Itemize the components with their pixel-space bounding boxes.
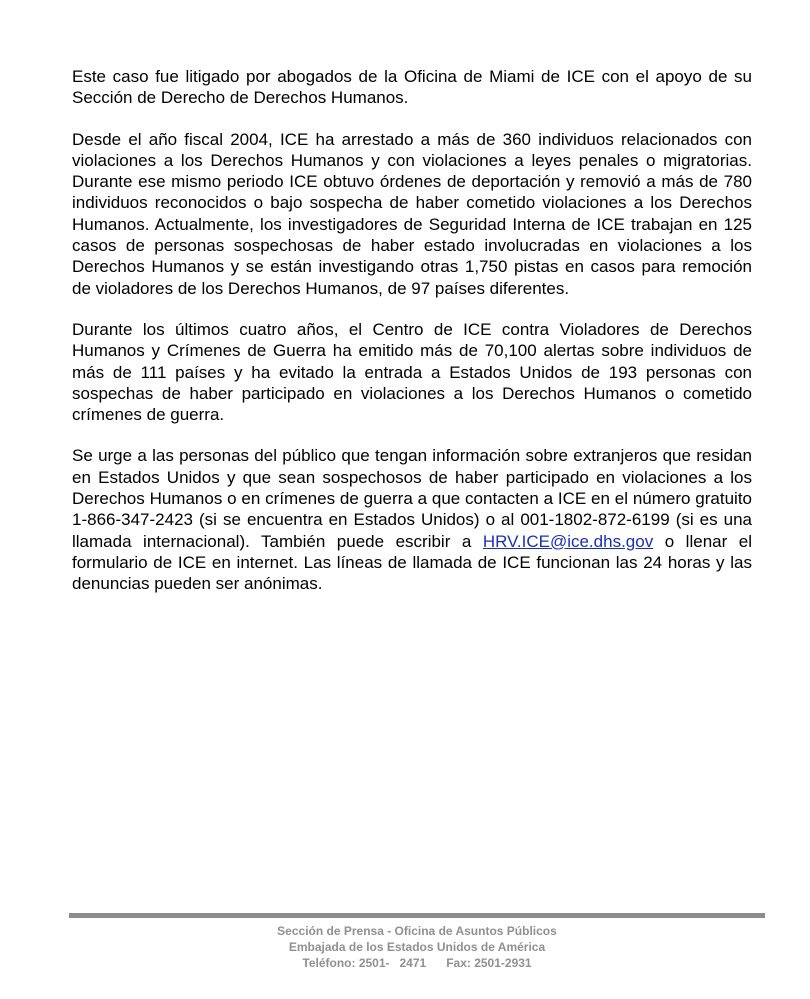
footer-phone-fax: Teléfono: 2501- 2471 Fax: 2501-2931 — [302, 956, 532, 970]
paragraph-center-alerts: Durante los últimos cuatro años, el Centro de ICE contra Violadores de Derechos Humanos y Crímenes de Guerra ha emitido más de 70,100 alertas sobre individuos de más de 111 países y ha evitado la entrada a Estados Unidos de 193 personas con sospechas de haber participado en violaciones a los Derechos Humanos o cometido crímenes de guerra. — [72, 319, 752, 425]
page-footer — [69, 913, 765, 971]
paragraph-contact-info — [72, 445, 752, 594]
paragraph-case-litigation: Este caso fue litigado por abogados de la Oficina de Miami de ICE con el apoyo de su Sección de Derecho de Derechos Humanos. — [72, 67, 752, 108]
contact-text-after-link: o llenar el formulario de ICE en internet. Las líneas de llamada de ICE funcionan las 24 horas y las denuncias pueden ser anónimas. — [72, 531, 753, 594]
footer-divider — [69, 913, 765, 918]
contact-text-before-link: Se urge a las personas del público que tengan información sobre extranjeros que residan en Estados Unidos y que sean sospechosos de haber participado en violaciones a los Derechos Humanos o en crímenes de guerra a que contacten a ICE en el número gratuito 1-866-347-2423 (si se encuentra en Estados Unidos) o al 001-1802-872-6199 (si es una llamada internacional). También puede escribir a — [72, 446, 752, 551]
paragraph-arrests-statistics: Desde el año fiscal 2004, ICE ha arrestado a más de 360 individuos relacionados con violaciones a los Derechos Humanos y con violaciones a leyes penales o migratorias. Durante ese mismo periodo ICE obtuvo órdenes de deportación y removió a más de 780 individuos reconocidos o bajo sospecha de haber cometido violaciones a los Derechos Humanos. Actualmente, los investigadores de Seguridad Interna de ICE trabajan en 125 casos de personas sospechosas de haber estado involucradas en violaciones a los Derechos Humanos y se están investigando otras 1,750 pistas en casos para remoción de violadores de los Derechos Humanos, de 97 países diferentes. — [72, 129, 752, 298]
footer-press-section: Sección de Prensa - Oficina de Asuntos Públicos — [277, 924, 557, 938]
document-body — [72, 66, 752, 615]
footer-embassy: Embajada de los Estados Unidos de América — [288, 940, 546, 954]
email-link[interactable]: HRV.ICE@ice.dhs.gov — [482, 531, 654, 551]
